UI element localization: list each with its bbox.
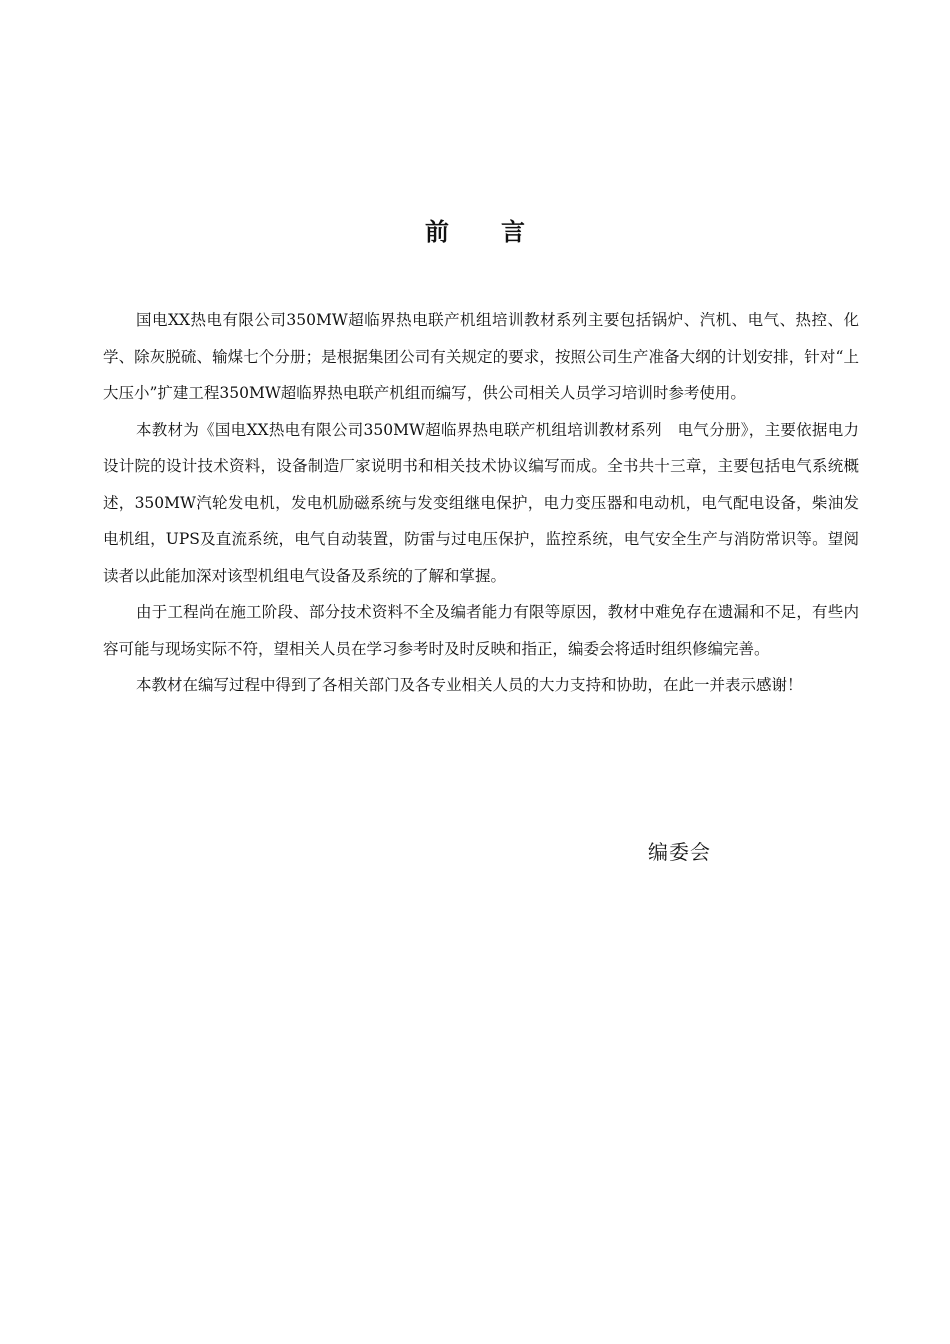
page-title-right-char: 言 [501, 218, 525, 246]
page-title-left-char: 前 [425, 218, 449, 246]
preface-body [103, 302, 859, 704]
preface-paragraph-1: 国电XX热电有限公司350MW超临界热电联产机组培训教材系列主要包括锅炉、汽机、电气、热控、化学、除灰脱硫、输煤七个分册；是根据集团公司有关规定的要求，按照公司生产准备大纲的计划安排，针对“上大压小”扩建工程350MW超临界热电联产机组而编写，供公司相关人员学习培训时参考使用。 [103, 311, 859, 402]
preface-paragraph-3: 由于工程尚在施工阶段、部分技术资料不全及编者能力有限等原因，教材中难免存在遗漏和不足，有些内容可能与现场实际不符，望相关人员在学习参考时及时反映和指正，编委会将适时组织修编完善。 [103, 603, 859, 658]
page-title [0, 212, 950, 247]
signature: 编委会 [648, 840, 711, 864]
preface-paragraph-4: 本教材在编写过程中得到了各相关部门及各专业相关人员的大力支持和协助，在此一并表示感谢！ [136, 676, 803, 694]
preface-paragraph-2: 本教材为《国电XX热电有限公司350MW超临界热电联产机组培训教材系列 电气分册》，主要依据电力设计院的设计技术资料，设备制造厂家说明书和相关技术协议编写而成。全书共十三章，主要包括电气系统概述，350MW汽轮发电机，发电机励磁系统与发变组继电保护，电力变压器和电动机，电气配电设备，柴油发电机组，UPS及直流系统，电气自动装置，防雷与过电压保护，监控系统，电气安全生产与消防常识等。望阅读者以此能加深对该型机组电气设备及系统的了解和掌握。 [103, 420, 859, 585]
